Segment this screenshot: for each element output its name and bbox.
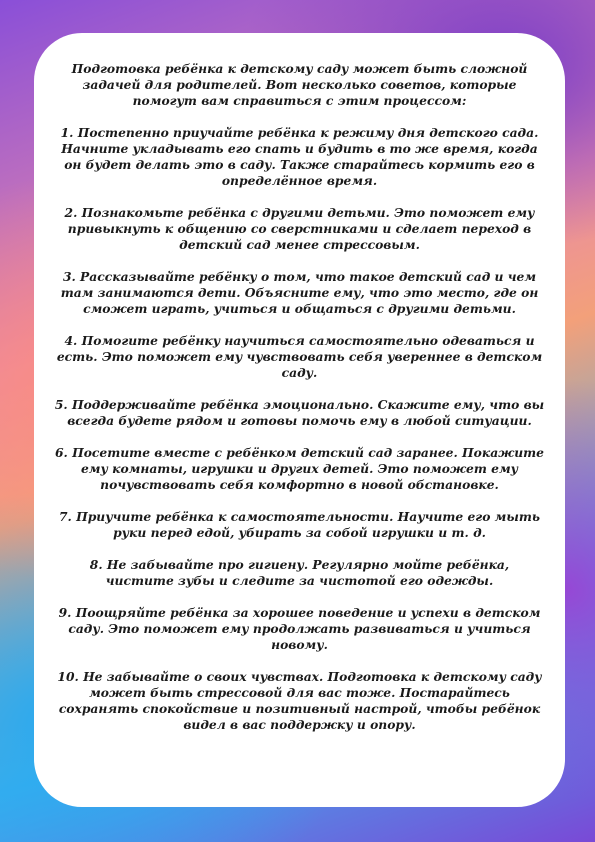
tip-8: 8. Не забывайте про гигиену. Регулярно мойте ребёнка, чистите зубы и следите за чистотой его одежды. (89, 557, 510, 588)
tip-4: 4. Помогите ребёнку научиться самостоятельно одеваться и есть. Это поможет ему чувствовать себя увереннее в детском саду. (56, 333, 543, 380)
tip-1: 1. Постепенно приучайте ребёнка к режиму дня детского сада. Начните укладывать его спать и будить в то же время, когда он будет делать это в саду. Также старайтесь кормить его в определённое время. (60, 125, 539, 188)
tip-9: 9. Поощряйте ребёнка за хорошее поведение и успехи в детском саду. Это поможет ему продолжать развиваться и учиться новому. (58, 605, 541, 652)
intro-paragraph: Подготовка ребёнка к детскому саду может быть сложной задачей для родителей. Вот несколько советов, которые помогут вам справиться с этим процессом: (71, 61, 528, 108)
tip-6: 6. Посетите вместе с ребёнком детский сад заранее. Покажите ему комнаты, игрушки и других детей. Это поможет ему почувствовать себя комфортно в новой обстановке. (54, 445, 544, 492)
tip-5: 5. Поддерживайте ребёнка эмоционально. Скажите ему, что вы всегда будете рядом и готовы помочь ему в любой ситуации. (54, 397, 545, 428)
tip-3: 3. Рассказывайте ребёнку о том, что такое детский сад и чем там занимаются дети. Объясните ему, что это место, где он сможет играть, учиться и общаться с другими детьми. (60, 269, 539, 316)
document-card (34, 33, 565, 807)
tip-10: 10. Не забывайте о своих чувствах. Подготовка к детскому саду может быть стрессовой для вас тоже. Постарайтесь сохранять спокойствие и позитивный настрой, чтобы ребёнок видел в вас поддержку и опору. (57, 669, 542, 732)
tip-7: 7. Приучите ребёнка к самостоятельности. Научите его мыть руки перед едой, убирать за собой игрушки и т. д. (58, 509, 541, 540)
tip-2: 2. Познакомьте ребёнка с другими детьми. Это поможет ему привыкнуть к общению со сверстниками и сделает переход в детский сад менее стрессовым. (64, 205, 535, 252)
